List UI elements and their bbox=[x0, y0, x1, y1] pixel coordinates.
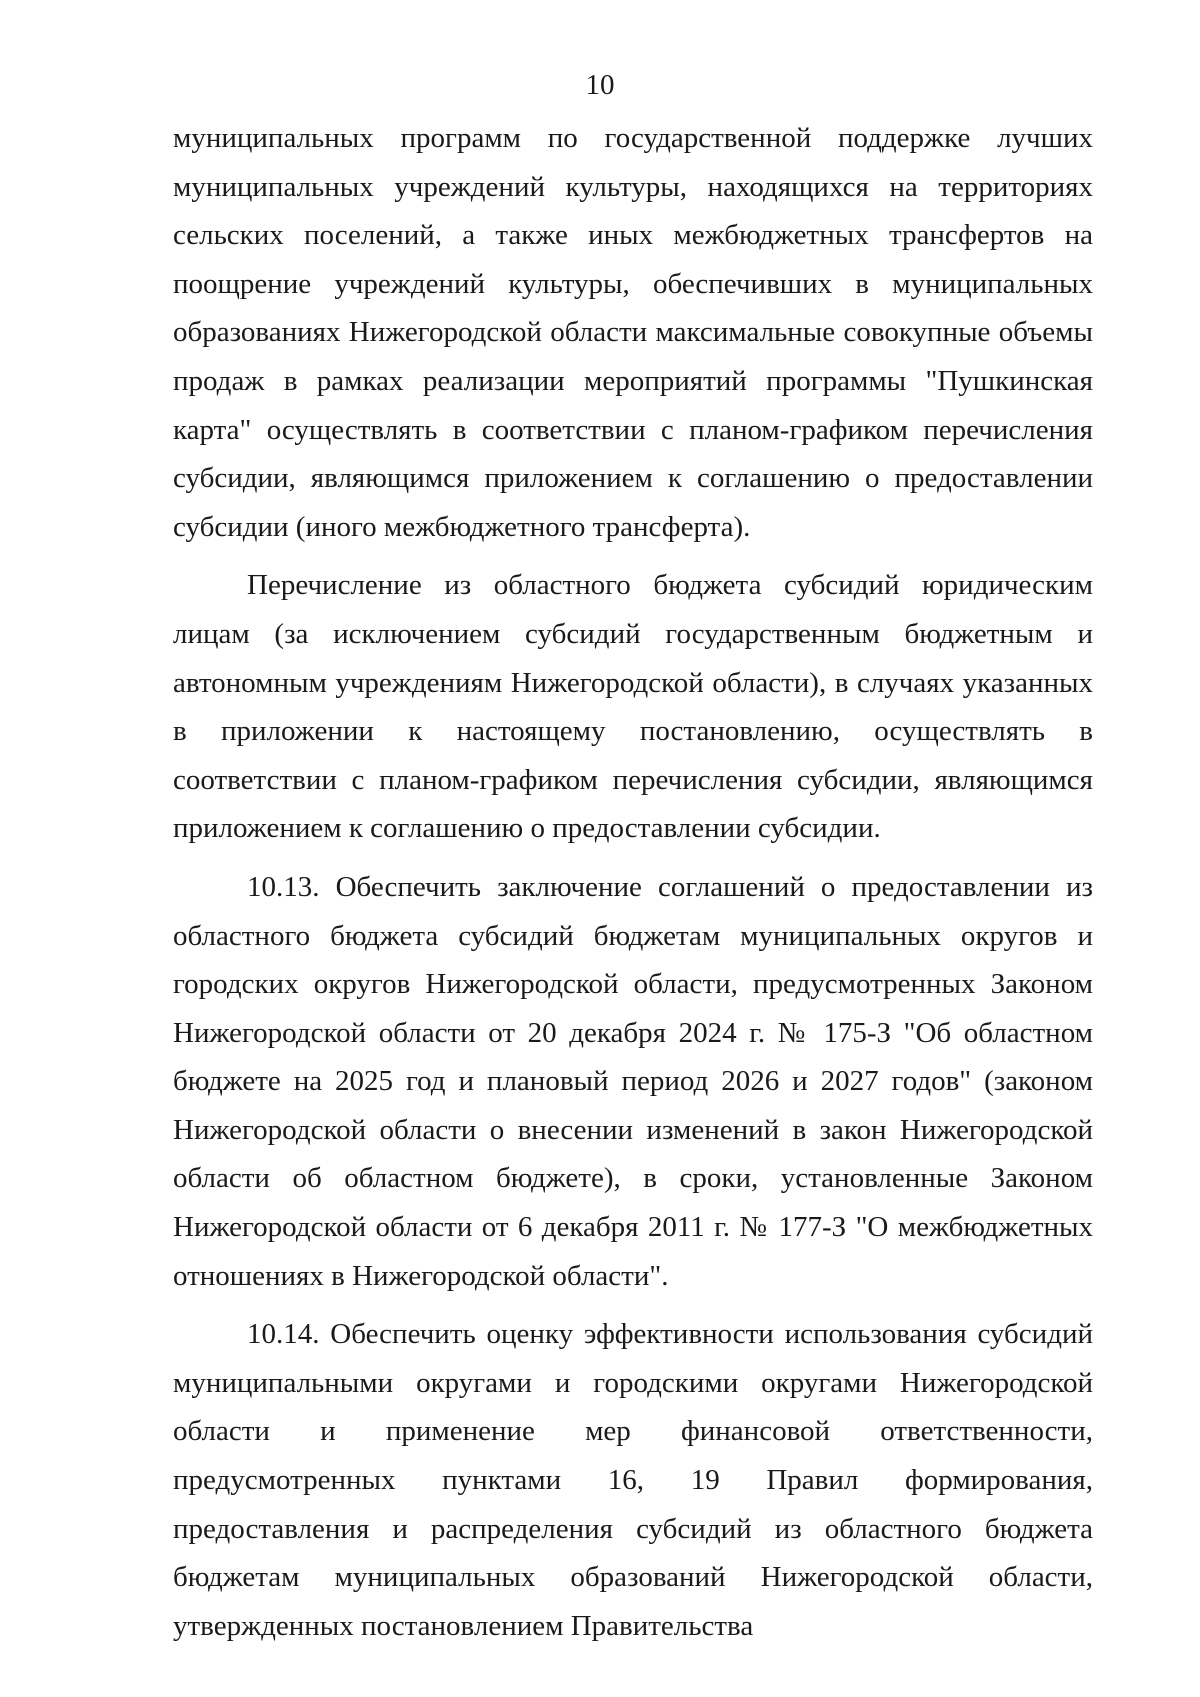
page-number: 10 bbox=[585, 69, 615, 101]
paragraph-item-10-13: 10.13. Обеспечить заключение соглашений о предоставлении из областного бюджета субсидий бюджетам муниципальных округов и городских округов Нижегородской области, предусмотренных Законом Нижегородской области от 20 декабря 2024 г. № 175-З "Об областном бюджете на 2025 год и плановый период 2026 и 2027 годов" (законом Нижегородской области о внесении изменений в закон Нижегородской области об областном бюджете), в сроки, установленные Законом Нижегородской области от 6 декабря 2011 г. № 177-З "О межбюджетных отношениях в Нижегородской области". bbox=[173, 870, 1093, 1292]
paragraph-transfer-legal-entities: Перечисление из областного бюджета субсидий юридическим лицам (за исключением субсидий государственным бюджетным и автономным учреждениям Нижегородской области), в случаях указанных в приложении к настоящему постановлению, осуществлять в соответствии с планом-графиком перечисления субсидии, являющимся приложением к соглашению о предоставлении субсидии. bbox=[173, 569, 1093, 845]
paragraph-item-10-14: 10.14. Обеспечить оценку эффективности использования субсидий муниципальными округами и городскими округами Нижегородской области и применение мер финансовой ответственности, предусмотренных пунктами 16, 19 Правил формирования, предоставления и распределения субсидий из областного бюджета бюджетам муниципальных образований Нижегородской области, утвержденных постановлением Правительства bbox=[173, 1318, 1093, 1642]
document-body bbox=[173, 114, 1093, 1660]
paragraph-continuation: муниципальных программ по государственной поддержке лучших муниципальных учреждений культуры, находящихся на территориях сельских поселений, а также иных межбюджетных трансфертов на поощрение учреждений культуры, обеспечивших в муниципальных образованиях Нижегородской области максимальные совокупные объемы продаж в рамках реализации мероприятий программы "Пушкинская карта" осуществлять в соответствии с планом-графиком перечисления субсидии, являющимся приложением к соглашению о предоставлении субсидии (иного межбюджетного трансферта). bbox=[173, 122, 1093, 543]
